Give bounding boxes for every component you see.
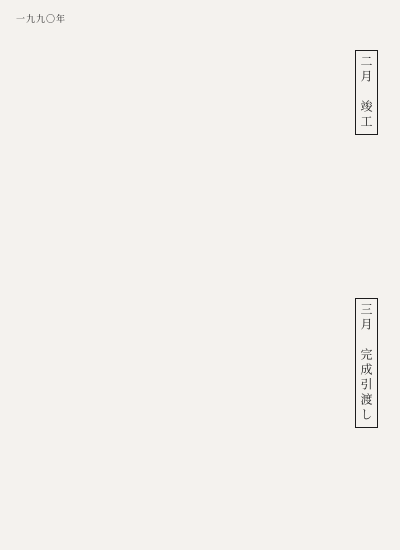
section-heading-march: 三月 完成引渡し (355, 298, 378, 428)
page-header-year: 一九九〇年 (16, 15, 67, 25)
section-heading-february: 二月 竣工 (355, 50, 378, 135)
upper-text-block (20, 50, 380, 282)
lower-text-block (20, 298, 380, 530)
